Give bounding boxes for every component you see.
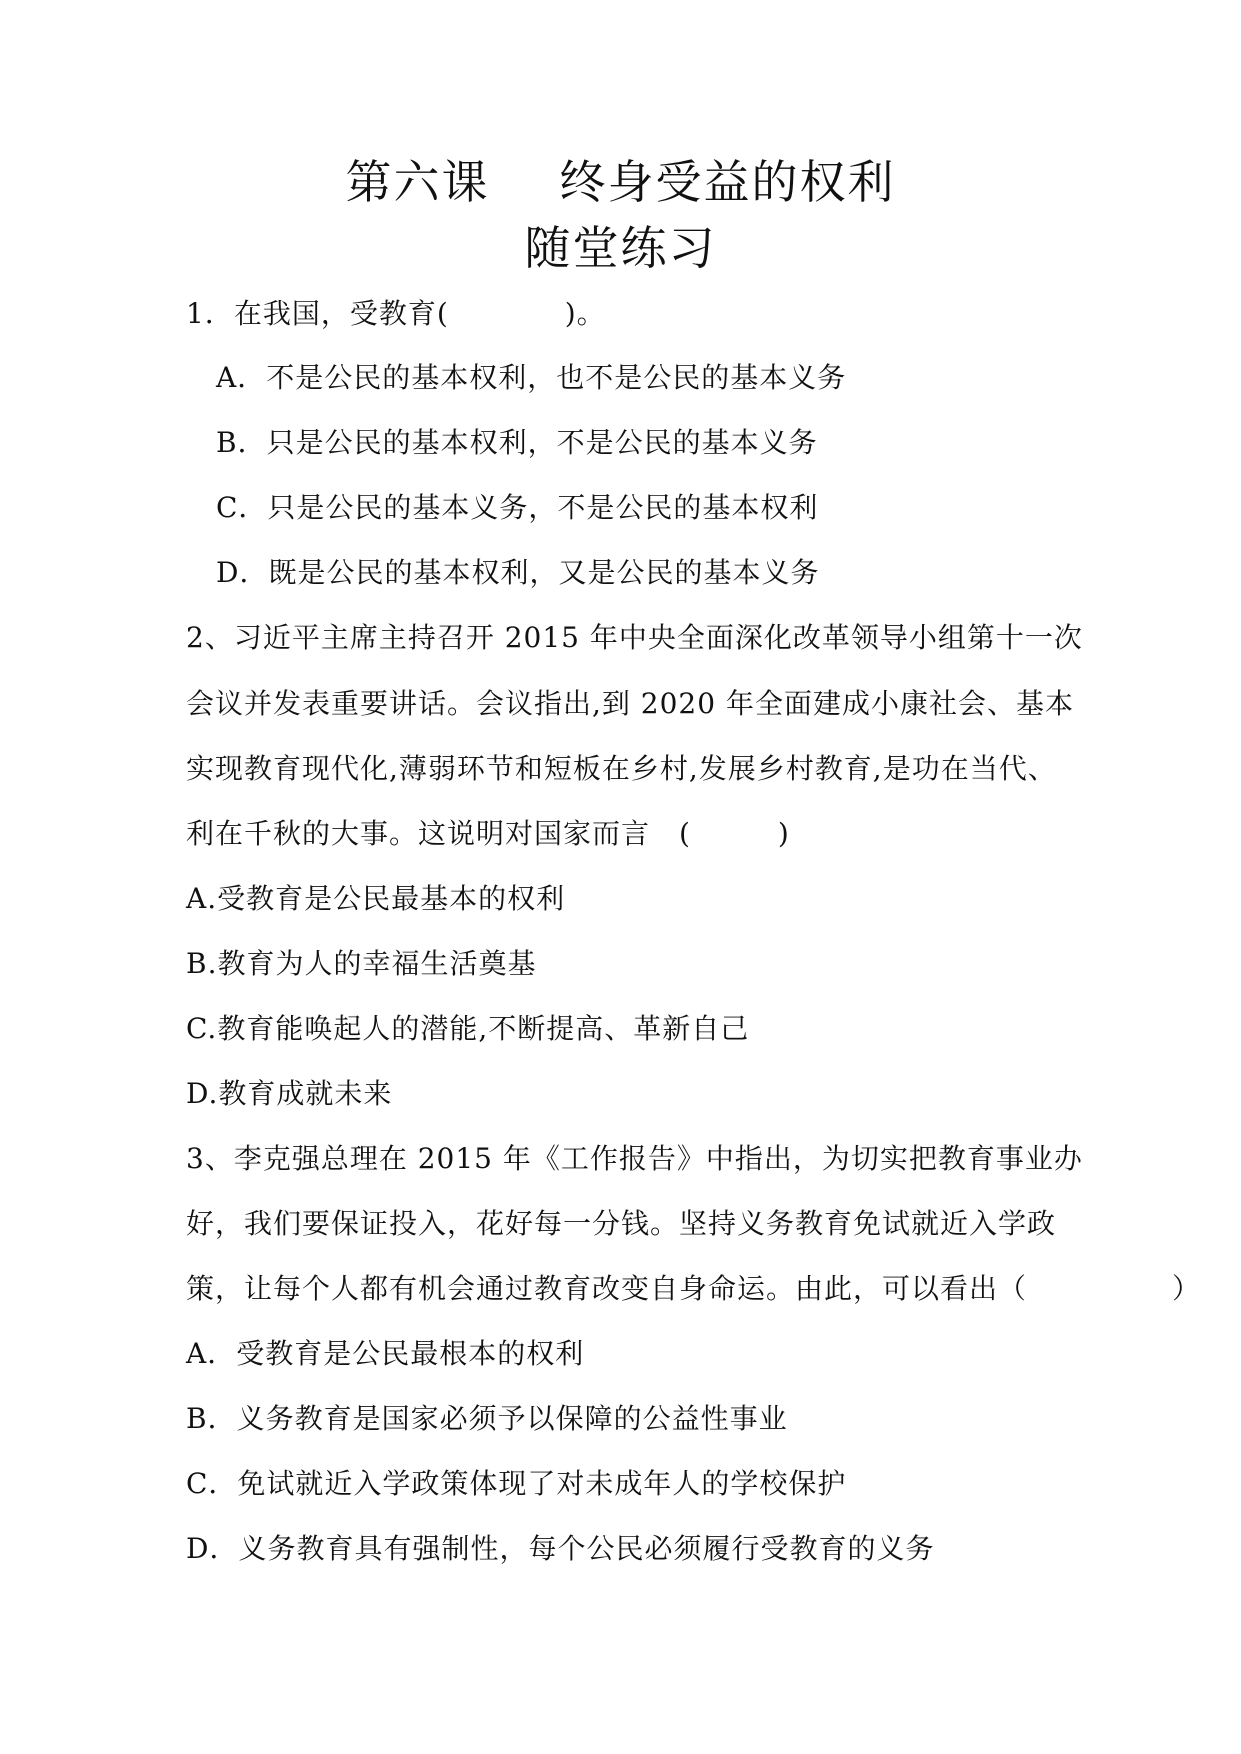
question-3-option-d: D．义务教育具有强制性，每个公民必须履行受教育的义务 [186,1532,935,1565]
question-2-stem-line-1: 2、习近平主席主持召开 2015 年中央全面深化改革领导小组第十一次 [186,621,1083,654]
question-3-stem-line-1: 3、李克强总理在 2015 年《工作报告》中指出，为切实把教育事业办 [186,1142,1083,1175]
question-1-option-a: A．不是公民的基本权利，也不是公民的基本义务 [216,361,847,394]
question-2-stem-line-3: 实现教育现代化,薄弱环节和短板在乡村,发展乡村教育,是功在当代、 [186,752,1057,785]
lesson-subtitle: 随堂练习 [524,221,717,275]
question-3-stem-line-3: 策，让每个人都有机会通过教育改变自身命运。由此，可以看出（ ） [186,1272,1202,1305]
question-2-option-a: A.受教育是公民最基本的权利 [186,882,566,915]
question-2-option-c: C.教育能唤起人的潜能,不断提高、革新自己 [186,1012,750,1045]
question-2-option-b: B.教育为人的幸福生活奠基 [186,947,537,980]
question-1-option-c: C．只是公民的基本义务，不是公民的基本权利 [216,491,819,524]
question-1-option-d: D．既是公民的基本权利，又是公民的基本义务 [216,556,820,589]
question-2-stem-line-4: 利在千秋的大事。这说明对国家而言 ( ) [186,817,790,850]
question-3-stem-line-2: 好，我们要保证投入，花好每一分钱。坚持义务教育免试就近入学政 [186,1207,1057,1240]
lesson-name: 终身受益的权利 [559,155,896,209]
question-1-option-b: B．只是公民的基本权利，不是公民的基本义务 [216,426,818,459]
lesson-title [0,156,1241,208]
question-3-option-a: A．受教育是公民最根本的权利 [186,1337,585,1370]
question-2-stem-line-2: 会议并发表重要讲话。会议指出,到 2020 年全面建成小康社会、基本 [186,687,1074,720]
lesson-number: 第六课 [345,155,490,209]
question-2-option-d: D.教育成就未来 [186,1077,393,1110]
question-3-option-b: B．义务教育是国家必须予以保障的公益性事业 [186,1402,788,1435]
question-1-stem: 1．在我国，受教育( )。 [186,297,606,330]
question-3-option-c: C．免试就近入学政策体现了对未成年人的学校保护 [186,1467,847,1500]
